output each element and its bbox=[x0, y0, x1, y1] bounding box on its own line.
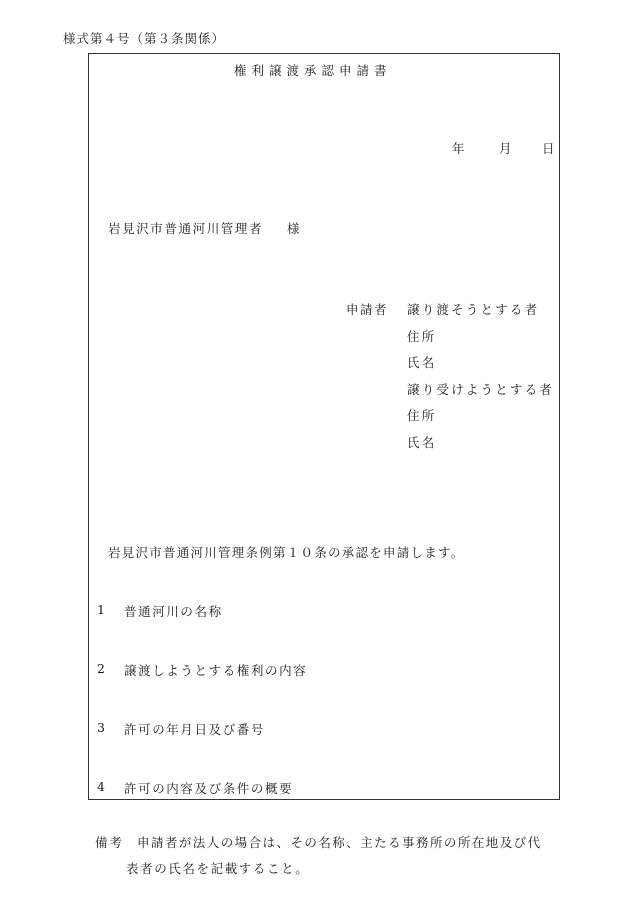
date-day-label: 日 bbox=[542, 141, 555, 156]
form-title: 権利譲渡承認申請書 bbox=[234, 63, 392, 78]
item-number: 3 bbox=[97, 720, 105, 735]
note-text-line-2: 表者の氏名を記載すること。 bbox=[126, 861, 310, 876]
note-label: 備考 bbox=[95, 835, 125, 850]
request-statement: 岩見沢市普通河川管理条例第１０条の承認を申請します。 bbox=[108, 545, 465, 560]
item-permit-date-number: 許可の年月日及び番号 bbox=[124, 722, 266, 737]
transferor-label: 譲り渡そうとする者 bbox=[407, 302, 540, 317]
addressee-name: 岩見沢市普通河川管理者 bbox=[108, 221, 264, 236]
date-year-label: 年 bbox=[452, 141, 465, 156]
item-number: 1 bbox=[97, 602, 105, 617]
addressee-honorific: 様 bbox=[287, 221, 300, 236]
form-frame bbox=[88, 53, 560, 800]
transferee-label: 譲り受けようとする者 bbox=[407, 382, 555, 397]
item-permit-summary: 許可の内容及び条件の概要 bbox=[124, 781, 294, 796]
form-number: 様式第４号（第３条関係） bbox=[63, 31, 226, 46]
item-river-name: 普通河川の名称 bbox=[124, 604, 223, 619]
item-number: 2 bbox=[97, 661, 105, 676]
transferee-name-label: 氏名 bbox=[407, 435, 437, 450]
item-number: 4 bbox=[97, 779, 105, 794]
transferor-name-label: 氏名 bbox=[407, 355, 437, 370]
transferee-address-label: 住所 bbox=[407, 408, 437, 423]
note-text-line-1: 申請者が法人の場合は、その名称、主たる事務所の所在地及び代 bbox=[137, 835, 542, 850]
item-right-contents: 譲渡しようとする権利の内容 bbox=[124, 663, 308, 678]
date-month-label: 月 bbox=[499, 141, 512, 156]
applicant-label: 申請者 bbox=[346, 302, 389, 317]
transferor-address-label: 住所 bbox=[407, 329, 437, 344]
